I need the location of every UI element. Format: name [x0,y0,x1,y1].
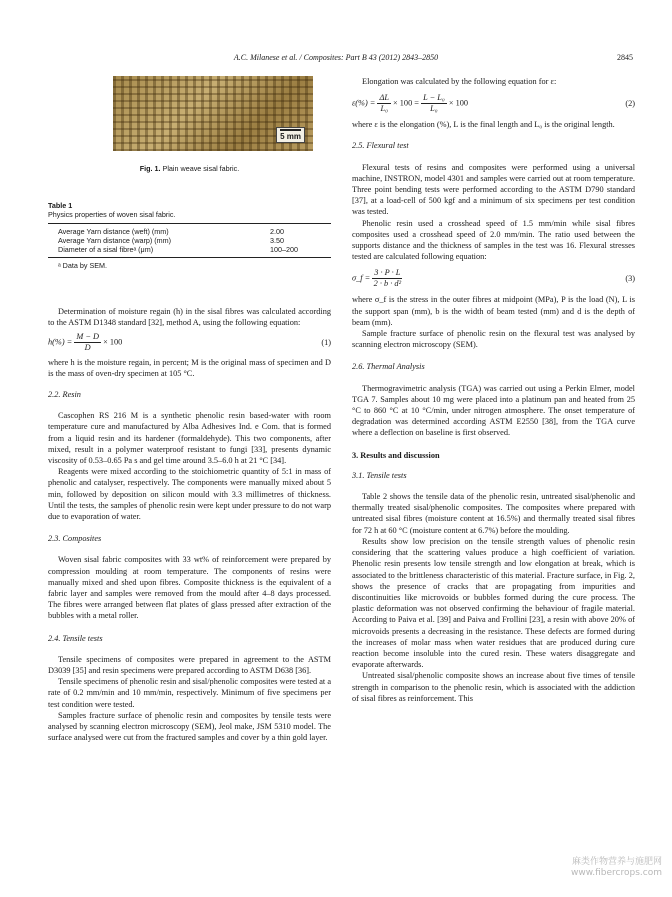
table-cell-property: Diameter of a sisal fibreᵃ (μm) [58,245,154,255]
equation-2 [352,87,635,119]
paragraph-where-1: where h is the moisture regain, in percent; M is the original mass of specimen and D is the mass of oven-dry specimen at 105 °C. [48,357,331,378]
eq2-numerator-2: L − L₀ [423,92,445,102]
eq3-fraction [372,268,402,289]
table-1-title: Physics properties of woven sisal fabric. [48,210,176,220]
running-header [0,53,672,67]
scale-bar-label: 5 mm [280,132,301,141]
paragraph-where-2: where ε is the elongation (%), L is the final length and L₀ is the original length. [352,120,615,130]
paragraph-tensile-2: Tensile specimens of phenolic resin and sisal/phenolic composites were tested at a rate of 0.2 mm/min and 10 mm/min, respectively. Minimum of five specimens per test condition were tested. [48,677,331,709]
eq2-denominator-1: L₀ [380,103,388,113]
section-heading-results-tensile: 3.1. Tensile tests [352,470,407,480]
watermark [571,857,662,879]
scale-bar [276,127,305,143]
left-column [48,76,331,744]
eq1-rhs: × 100 [103,337,123,347]
paragraph-resin-1: Cascophen RS 216 M is a synthetic phenolic resin based-water with room temperature cure and manufactured by Alba Adhesives Ind. e Com. that is formed from a liquid resin and its hardener (formaldehyde). This two components, after mixed, result in a polymer waterproof resistant to fungi [33], presents dynamic viscosity of 0.53–0.65 Pa s and gel time around 3.5–6.0 h at 21 °C [34]. [48,411,331,466]
paragraph-where-3: where σ_f is the stress in the outer fibres at midpoint (MPa), P is the load (N), L is the support span (mm), b is the width of beam tested (mm) and d is the depth of beam (mm). [352,295,635,327]
paragraph-composites: Woven sisal fabric composites with 33 wt% of reinforcement were prepared by compression moulding at room temperature. The components of resins were manually mixed and shed upon fibres. Composite thickness is the equivalent of a fabric layer and samples were removed from the mould after 4–8 days processed. The fibres were arranged between flat plates of glass pressed after extraction of the bubbles with a metal roller. [48,555,331,621]
paragraph-results-1: Table 2 shows the tensile data of the phenolic resin, untreated sisal/phenolic and thermally treated sisal/phenolic composites. The composites where prepared with untreated sisal fibres (moisture content at 16.5%) and thermally treated sisal fibres for 72 h at 60 °C (moisture content at 6.7%) before the moulding. [352,492,635,535]
paragraph-moisture: Determination of moisture regain (h) in the sisal fibres was calculated according to the ASTM D1348 standard [32], method A, using the following equation: [48,307,331,328]
eq2-numerator-1: ΔL [379,92,389,102]
figure-1-caption [48,163,331,174]
table-row [48,245,331,254]
section-heading-results: 3. Results and discussion [352,450,440,460]
paragraph-thermal: Thermogravimetric analysis (TGA) was carried out using a Perkin Elmer, model TGA 7. Samples about 10 mg were placed into a platinum pan and heated from 25 °C to 860 °C at 10 °C/min, under nitrogen atmosphere. The onset temperature of degradation was determined according ASTM E2550 [38], from the TGA curve where a deflection on baseline is first observed. [352,383,635,438]
eq1-lhs: h(%) = [48,337,73,347]
eq3-denominator: 2 · b · d² [373,278,402,288]
eq2-fraction-2 [421,93,447,114]
paragraph-flexural-2: Phenolic resin used a crosshead speed of 1.5 mm/min while sisal fibres composites used a crosshead speed of 2.0 mm/min. The ratio used between the supports distance and the thickness of samples in the test was 16. Flexural stresses tested are calculated following equation: [352,218,635,262]
eq2-denominator-2: L₀ [430,103,438,113]
table-1-footnote: ᵃ Data by SEM. [58,261,108,271]
paragraph-resin-2: Reagents were mixed according to the stoichiometric quantity of 5:1 in mass of phenolic and catalyser, respectively. The components were manually mixed about 5 min, followed by deposition on silicon mould with 3.3 millimetres of thickness. Until the tests, the samples of phenolic resin were kept under pressure to do not warp due to evaporation of water. [48,467,331,522]
table-cell-value: 3.50 [270,236,284,246]
figure-1-label: Fig. 1. [139,164,161,173]
journal-citation: A.C. Milanese et al. / Composites: Part B 43 (2012) 2843–2850 [233,53,439,62]
figure-1 [48,76,331,174]
watermark-line-2: www.fibercrops.com [571,868,662,878]
eq3-numerator: 3 · P · L [374,267,401,277]
figure-1-text: Plain weave sisal fabric. [162,164,240,173]
section-heading-flexural: 2.5. Flexural test [352,141,409,151]
eq3-lhs: σ_f = [352,273,371,283]
eq1-numerator: M − D [76,332,99,342]
equation-1 [48,329,331,357]
section-heading-resin: 2.2. Resin [48,390,81,400]
table-cell-value: 2.00 [270,227,284,237]
table-1 [48,201,331,270]
paragraph-tensile-1: Tensile specimens of composites were prepared in agreement to the ASTM D3039 [35] and resin specimens were prepared according to ASTM D638 [36]. [48,654,331,676]
paragraph-results-2: Results show low precision on the tensile strength values of phenolic resin considering that the scattering values produce a high coefficient of variation. Phenolic resin presents low tensile strength and low elongation at break, which is associated to the brittleness characteristic of this material. Fracture surface, in Fig. 2, shows the presence of cracks that are propagating from impurities and discontinuities like microvoids or bubbles formed during the cure process. The plastic deformation was not observed confirming the behaviour of fragile material. According to Paiva et al. [39] and Paiva and Frollini [23], a resin with above 20% of microvoids presents a decreasing in the resistance. These defects are formed during the increases of molar mass when water residues that are produced during cure reaction become insoluble into the cured resin. These waters disaggregate and evaporate afterwards. [352,536,635,670]
paragraph-results-3: Untreated sisal/phenolic composite shows an increase about five times of tensile strength in comparison to the phenolic resin, which is associated with the addiction of sisal fibres as reinforcement. This [352,671,635,703]
eq2-lhs: ε(%) = [352,98,376,108]
watermark-line-1: 麻类作物营养与施肥网 [571,857,662,867]
page-number: 2845 [617,53,633,62]
sisal-fabric-photo [113,76,313,151]
table-row [48,227,331,236]
table-cell-property: Average Yarn distance (weft) (mm) [58,227,169,237]
table-cell-value: 100–200 [270,245,298,255]
table-1-label: Table 1 [48,201,73,211]
paragraph-tensile-3: Samples fracture surface of phenolic resin and composites by tensile tests were analysed by scanning electron microscopy (SEM), Jeol make, JSM 5310 model. The surface analysed were cut from the fractured samples and cover by a thin gold layer. [48,710,331,743]
eq1-denominator: D [84,343,91,353]
section-heading-composites: 2.3. Composites [48,534,102,544]
section-heading-tensile: 2.4. Tensile tests [48,633,103,643]
table-row [48,236,331,245]
paragraph-elongation: Elongation was calculated by the following equation for ε: [362,77,557,86]
eq1-number: (1) [321,338,331,347]
eq2-rhs: × 100 [448,98,469,108]
eq2-number: (2) [625,98,635,108]
eq1-fraction [74,332,101,353]
eq3-number: (3) [625,273,635,283]
paragraph-flexural-3: Sample fracture surface of phenolic resin on the flexural test was analysed by scanning electron microscopy (SEM). [352,329,635,350]
right-column [352,76,635,704]
equation-3 [352,262,635,294]
eq2-middle: × 100 = [393,98,419,108]
table-cell-property: Average Yarn distance (warp) (mm) [58,236,172,246]
paragraph-flexural-1: Flexural tests of resins and composites were performed using a universal machine, INSTRON, model 4301 and samples were carried out at room temperature. Three point bending tests were performed according to the ASTM D790 standard [37], at a load-cell of 500 kgf and a minimum of six specimens per test condition was tested. [352,162,635,217]
section-heading-thermal: 2.6. Thermal Analysis [352,362,425,372]
eq2-fraction-1 [377,93,390,114]
